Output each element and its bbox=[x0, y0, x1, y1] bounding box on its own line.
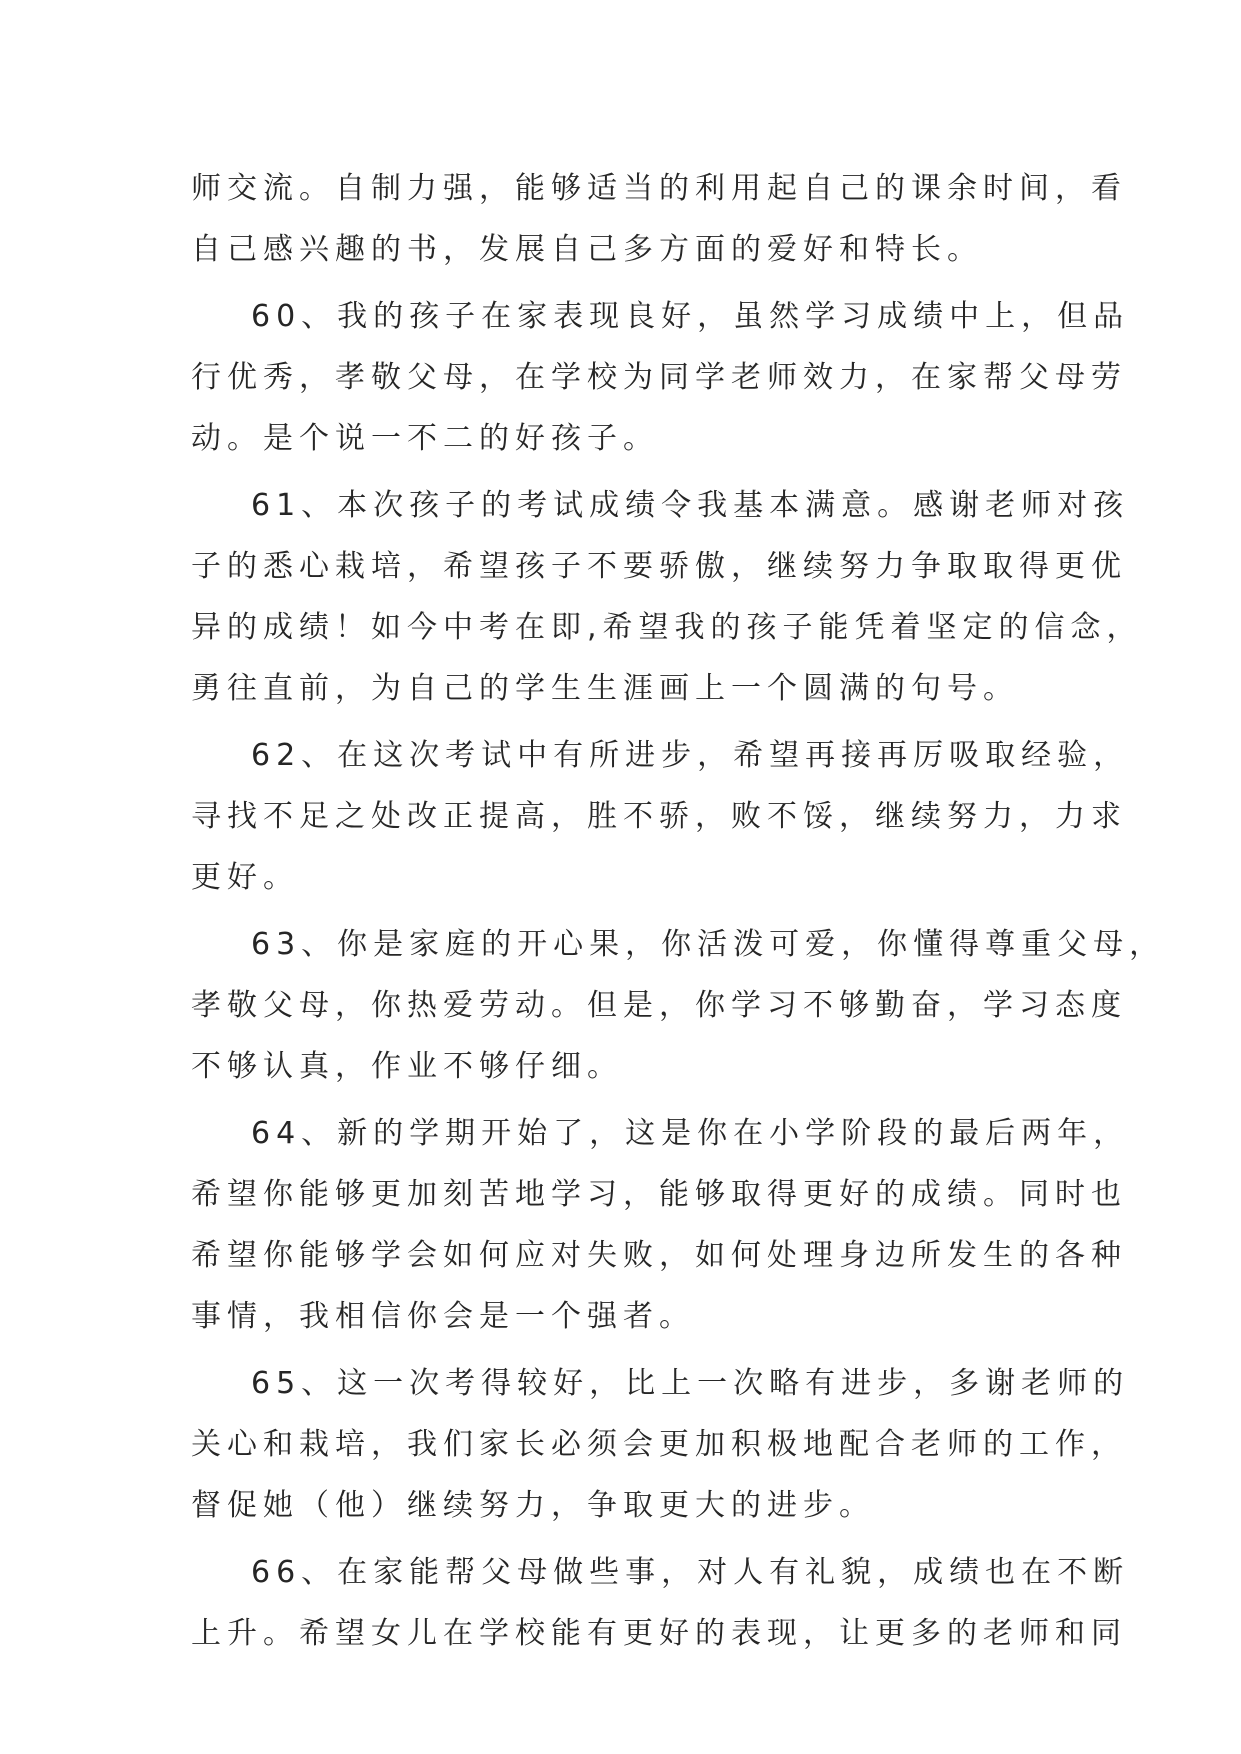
text-line: 关心和栽培，我们家长必须会更加积极地配合老师的工作， bbox=[191, 1427, 1127, 1462]
text-line: 65、这一次考得较好，比上一次略有进步，多谢老师的 bbox=[251, 1366, 1130, 1401]
text-line: 事情，我相信你会是一个强者。 bbox=[191, 1299, 695, 1334]
text-line: 师交流。自制力强，能够适当的利用起自己的课余时间，看 bbox=[191, 171, 1127, 206]
paragraph-62 bbox=[191, 725, 1130, 908]
paragraph-63 bbox=[191, 914, 1166, 1097]
text-line: 动。是个说一不二的好孩子。 bbox=[191, 421, 659, 456]
text-line: 希望你能够更加刻苦地学习，能够取得更好的成绩。同时也 bbox=[191, 1177, 1127, 1212]
text-line: 行优秀，孝敬父母，在学校为同学老师效力，在家帮父母劳 bbox=[191, 360, 1127, 395]
text-line: 66、在家能帮父母做些事，对人有礼貌，成绩也在不断 bbox=[251, 1555, 1130, 1590]
text-line: 子的悉心栽培，希望孩子不要骄傲，继续努力争取取得更优 bbox=[191, 549, 1127, 584]
text-line: 不够认真，作业不够仔细。 bbox=[191, 1049, 623, 1084]
text-line: 63、你是家庭的开心果，你活泼可爱，你懂得尊重父母， bbox=[251, 927, 1166, 962]
text-line: 上升。希望女儿在学校能有更好的表现，让更多的老师和同 bbox=[191, 1616, 1127, 1651]
text-line: 异的成绩！如今中考在即,希望我的孩子能凭着坚定的信念， bbox=[191, 610, 1143, 645]
paragraph-60 bbox=[191, 286, 1130, 469]
text-line: 64、新的学期开始了，这是你在小学阶段的最后两年， bbox=[251, 1116, 1130, 1151]
text-line: 希望你能够学会如何应对失败，如何处理身边所发生的各种 bbox=[191, 1238, 1127, 1273]
text-line: 自己感兴趣的书，发展自己多方面的爱好和特长。 bbox=[191, 232, 983, 267]
paragraph-65 bbox=[191, 1353, 1130, 1536]
text-line: 督促她（他）继续努力，争取更大的进步。 bbox=[191, 1488, 875, 1523]
paragraph-64 bbox=[191, 1103, 1130, 1347]
text-line: 60、我的孩子在家表现良好，虽然学习成绩中上，但品 bbox=[251, 299, 1130, 334]
text-line: 61、本次孩子的考试成绩令我基本满意。感谢老师对孩 bbox=[251, 488, 1130, 523]
text-line: 62、在这次考试中有所进步，希望再接再厉吸取经验， bbox=[251, 738, 1130, 773]
text-line: 勇往直前，为自己的学生生涯画上一个圆满的句号。 bbox=[191, 671, 1019, 706]
paragraph-66 bbox=[191, 1542, 1130, 1664]
text-line: 寻找不足之处改正提高，胜不骄，败不馁，继续努力，力求 bbox=[191, 799, 1127, 834]
paragraph-61 bbox=[191, 475, 1143, 719]
text-line: 孝敬父母，你热爱劳动。但是，你学习不够勤奋，学习态度 bbox=[191, 988, 1127, 1023]
paragraph-continued bbox=[191, 158, 1127, 280]
document-body bbox=[191, 158, 1166, 1670]
text-line: 更好。 bbox=[191, 860, 299, 895]
